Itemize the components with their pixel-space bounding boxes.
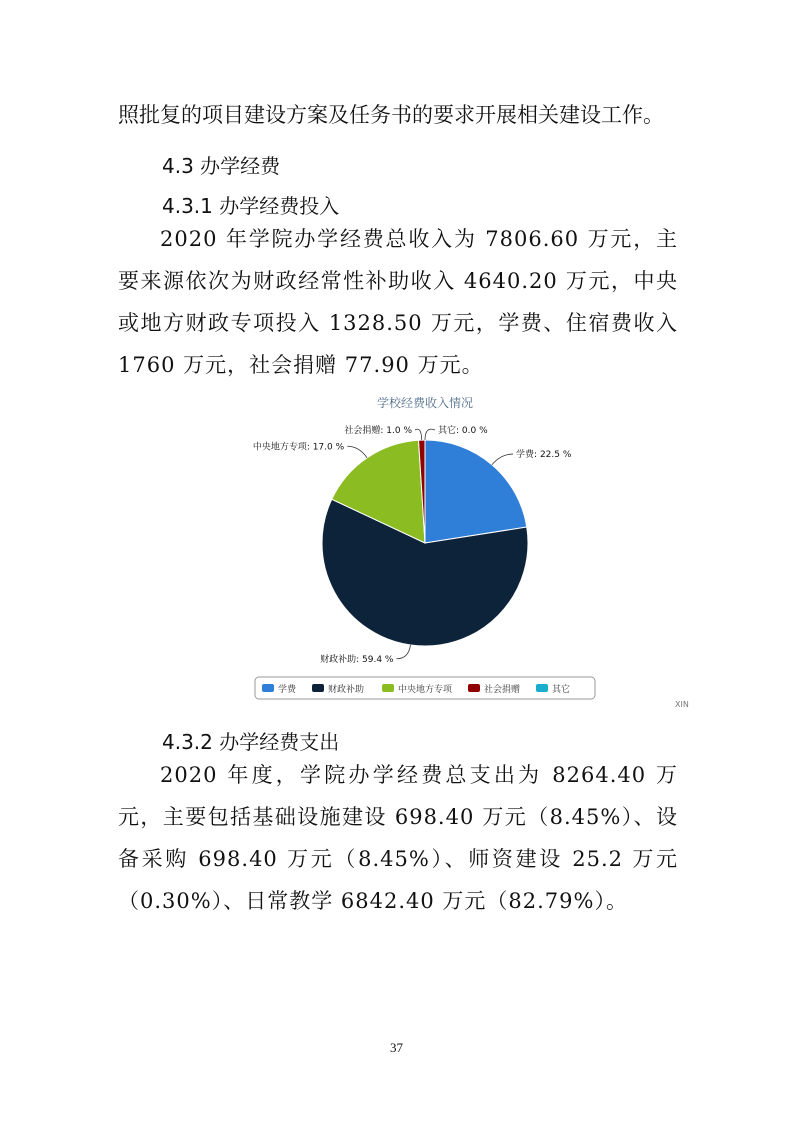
- callout-line-fiscal-subsidy: [396, 645, 410, 659]
- legend-swatch-tuition[interactable]: [262, 684, 274, 692]
- legend-swatch-special-fund[interactable]: [382, 684, 394, 692]
- callout-line-special-fund: [347, 446, 367, 458]
- legend-swatch-other[interactable]: [536, 684, 548, 692]
- page-number: 37: [390, 1040, 403, 1055]
- expense-paragraph: 2020 年度，学院办学经费总支出为 8264.40 万元，主要包括基础设施建设 698.40 万元（8.45%）、设备采购 698.40 万元（8.45%）、师资建设 25.2 万元（0.30%）、日常教学 6842.40 万元（82.79%）。: [118, 763, 678, 913]
- data-label-special-fund: 中央地方专项: 17.0 %: [252, 442, 345, 453]
- pie-slice-tuition: [425, 440, 527, 543]
- legend-swatch-fiscal-subsidy[interactable]: [312, 684, 324, 692]
- income-pie-chart: [230, 385, 610, 705]
- data-label-other: 其它: 0.0 %: [438, 426, 488, 436]
- section-heading-4-3-1: 4.3.1 办学经费投入: [162, 194, 340, 218]
- section-heading-4-3: 4.3 办学经费: [162, 154, 281, 178]
- chart-title: 学校经费收入情况: [376, 396, 474, 410]
- income-paragraph: 2020 年学院办学经费总收入为 7806.60 万元，主要来源依次为财政经常性补助收入 4640.20 万元，中央或地方财政专项投入 1328.50 万元，学费、住宿费收入 1760 万元，社会捐赠 77.90 万元。: [118, 227, 678, 377]
- legend-label-tuition[interactable]: 学费: [278, 685, 297, 695]
- legend-label-donation[interactable]: 社会捐赠: [484, 685, 521, 695]
- legend-label-other[interactable]: 其它: [552, 685, 571, 695]
- callout-line-donation: [415, 429, 422, 440]
- legend-label-fiscal-subsidy[interactable]: 财政补助: [328, 685, 365, 695]
- chart-watermark: XIN: [675, 700, 689, 709]
- data-label-tuition: 学费: 22.5 %: [516, 450, 572, 461]
- data-label-fiscal-subsidy: 财政补助: 59.4 %: [320, 654, 394, 665]
- section-heading-4-3-2: 4.3.2 办学经费支出: [162, 730, 340, 754]
- callout-line-other: [425, 429, 435, 440]
- continued-paragraph-line: 照批复的项目建设方案及任务书的要求开展相关建设工作。: [118, 103, 664, 127]
- legend-label-special-fund[interactable]: 中央地方专项: [398, 685, 453, 695]
- legend-swatch-donation[interactable]: [468, 684, 480, 692]
- data-label-donation: 社会捐赠: 1.0 %: [344, 426, 412, 436]
- callout-line-tuition: [492, 454, 513, 465]
